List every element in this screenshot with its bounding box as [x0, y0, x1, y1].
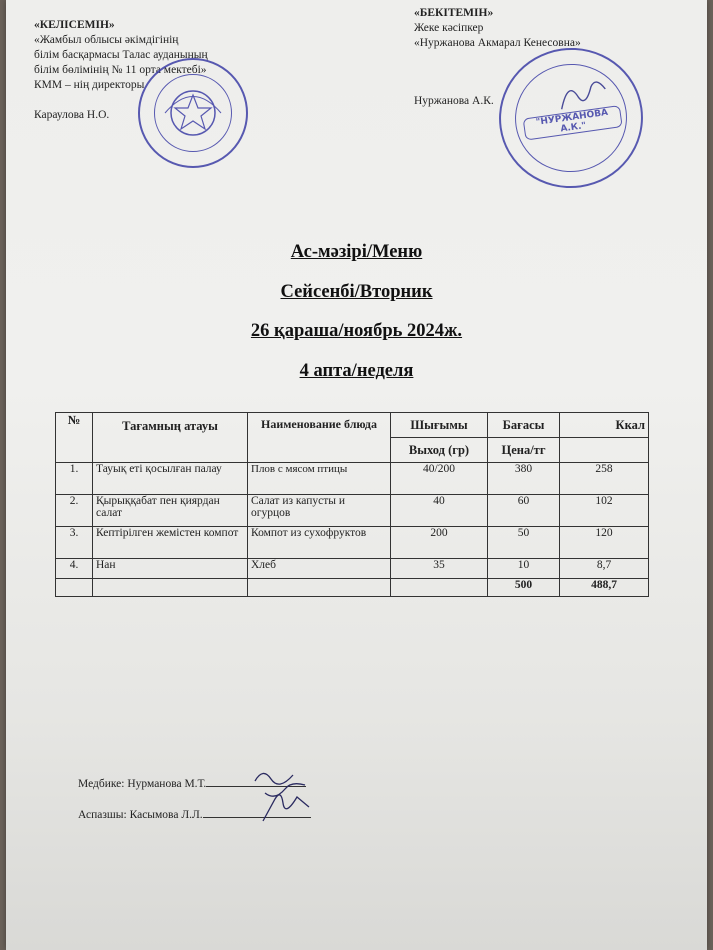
total-price: 500 — [488, 579, 560, 597]
agree-line: КММ – нің директоры — [34, 79, 145, 91]
col-header-output-kz: Шығымы — [391, 413, 488, 438]
week-title: 4 апта/неделя — [299, 361, 414, 381]
date-title: 26 қараша/ноябрь 2024ж. — [250, 321, 463, 341]
col-header-name-ru: Наименование блюда — [248, 413, 391, 463]
table-row: 2. Қырыққабат пен қиярдан салат Салат из капусты и огурцов 40 60 102 — [56, 495, 649, 527]
agree-heading: «КЕЛІСЕМІН» — [34, 19, 115, 31]
medic-label: Медбике: Нурманова М.Т. — [78, 778, 207, 790]
day-title: Сейсенбі/Вторник — [280, 282, 433, 302]
total-kcal: 488,7 — [560, 579, 649, 597]
agree-name: Караулова Н.О. — [34, 109, 110, 121]
approve-name: Нуржанова А.К. — [414, 95, 494, 107]
col-header-price-ru: Цена/тг — [488, 438, 560, 463]
cook-label: Аспазшы: Касымова Л.Л. — [78, 809, 203, 821]
seal-stamp-left — [138, 58, 248, 168]
approve-line: Жеке кәсіпкер — [414, 22, 484, 34]
col-header-no: № — [56, 413, 93, 463]
signature-icon — [492, 41, 650, 195]
agree-line: білім бөлімінің № 11 орта мектебі» — [34, 64, 207, 76]
approve-heading: «БЕКІТЕМІН» — [414, 7, 494, 19]
seal-stamp-right — [490, 39, 652, 198]
stamp-label: "НУРЖАНОВА А.К." — [523, 105, 623, 140]
col-header-name-kz: Тағамның атауы — [93, 413, 248, 463]
col-header-kcal: Ккал — [560, 413, 649, 438]
handwritten-signature-icon — [235, 763, 345, 823]
approve-line: «Нуржанова Акмарал Кенесовна» — [414, 37, 581, 49]
agree-line: «Жамбыл облысы әкімдігінің — [34, 34, 179, 46]
page-title: Ас-мәзірі/Меню — [290, 242, 423, 262]
totals-row — [56, 579, 649, 597]
agree-line: білім басқармасы Талас ауданының — [34, 49, 208, 61]
menu-table — [55, 412, 649, 597]
table-row: 3. Кептірілген жемістен компот Компот из сухофруктов 200 50 120 — [56, 527, 649, 559]
col-header-output-ru: Выход (гр) — [391, 438, 488, 463]
table-row: 1. Тауық еті қосылған палау Плов с мясом птицы 40/200 380 258 — [56, 463, 649, 495]
emblem-icon — [140, 60, 246, 166]
col-header-price-kz: Бағасы — [488, 413, 560, 438]
table-row: 4. Нан Хлеб 35 10 8,7 — [56, 559, 649, 579]
